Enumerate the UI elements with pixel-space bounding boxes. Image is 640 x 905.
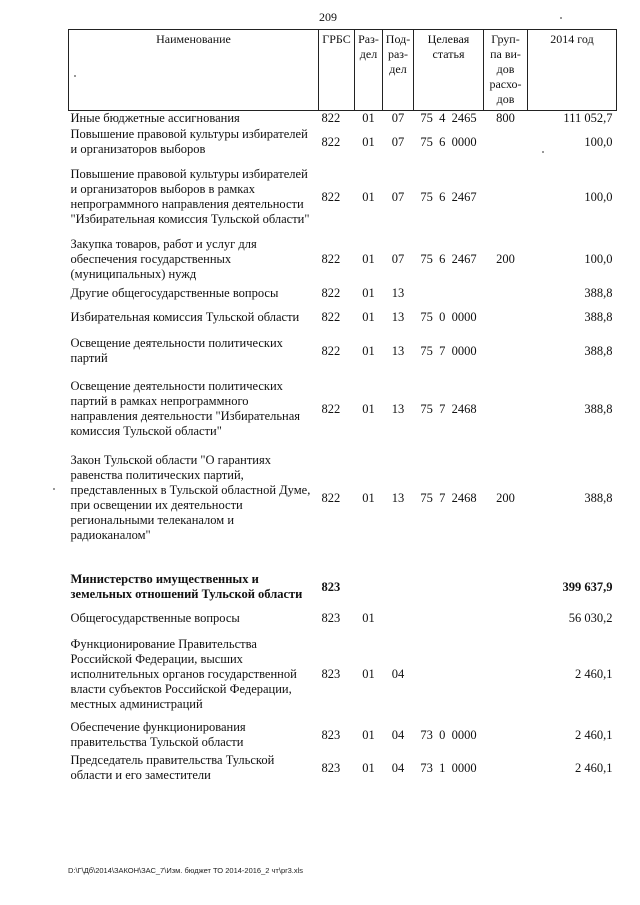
row-razdel-cell: 01 — [362, 760, 375, 775]
row-grbs-cell: 822 — [321, 401, 341, 416]
header-year: 2014 год — [528, 30, 617, 111]
table-row — [69, 282, 617, 304]
row-podrazdel-cell: 13 — [391, 401, 405, 416]
row-razdel-cell: 01 — [362, 343, 375, 358]
row-group-cell — [484, 630, 528, 718]
row-grbs-cell: 823 — [321, 760, 341, 775]
row-podrazdel-cell: 07 — [391, 134, 405, 149]
row-group-cell: 800 — [496, 111, 515, 125]
table-row — [69, 718, 617, 752]
row-group-cell — [484, 606, 528, 630]
header-razdel: Раз- дел — [355, 30, 383, 111]
row-podrazdel-cell — [383, 606, 414, 630]
row-grbs-cell: 822 — [321, 251, 341, 266]
row-podrazdel-cell: 13 — [391, 285, 405, 300]
spacer-cell — [69, 550, 617, 568]
row-target-cell — [414, 568, 484, 606]
budget-table — [68, 29, 617, 784]
row-name-cell: Председатель правительства Тульской области и его заместители — [70, 753, 275, 782]
row-sum-cell: 111 052,7 — [563, 111, 613, 125]
row-podrazdel-cell — [383, 568, 414, 606]
row-target-cell — [414, 606, 484, 630]
table-header — [69, 30, 617, 111]
row-sum-cell: 388,8 — [584, 343, 613, 358]
row-grbs-cell: 822 — [321, 111, 341, 125]
row-razdel-cell — [355, 568, 383, 606]
row-name-cell: Закон Тульской области "О гарантиях равенства политических партий, представленных в Тульской областной Думе, при освещении их деятельности региональными телеканалом и радиоканалом" — [70, 453, 311, 542]
row-target-cell: 75 6 2467 — [420, 251, 477, 266]
file-path-footer: D:\Г\Дб\2014\ЗАКОН\ЗАС_7\Изм. бюджет ТО 2014-2016_2 чт\pr3.xls — [68, 866, 304, 875]
row-group-cell — [484, 304, 528, 330]
row-sum-cell: 100,0 — [584, 251, 613, 266]
row-target-cell: 75 4 2465 — [420, 111, 477, 125]
row-name-cell: Иные бюджетные ассигнования — [70, 111, 240, 125]
row-target-cell: 75 6 2467 — [420, 189, 477, 204]
row-sum-cell: 399 637,9 — [562, 579, 613, 594]
table-row — [69, 126, 617, 158]
row-name-cell: Повышение правовой культуры избирателей и организаторов выборов — [70, 127, 308, 156]
row-name-cell: Повышение правовой культуры избирателей и организаторов выборов в рамках непрограммного направления деятельности "Избирательная комиссия Тульской области" — [70, 167, 310, 226]
row-group-cell — [484, 158, 528, 236]
row-grbs-cell: 823 — [321, 727, 341, 742]
row-target-cell: 73 1 0000 — [420, 760, 477, 775]
row-target-cell: 75 7 2468 — [420, 490, 477, 505]
table-row — [69, 372, 617, 446]
table-row — [69, 304, 617, 330]
row-grbs-cell: 822 — [321, 309, 341, 324]
table-body — [69, 111, 617, 785]
scan-speck — [560, 17, 562, 19]
row-podrazdel-cell: 07 — [391, 189, 405, 204]
row-sum-cell: 388,8 — [584, 401, 613, 416]
row-razdel-cell: 01 — [362, 134, 375, 149]
row-razdel-cell: 01 — [362, 610, 375, 625]
row-podrazdel-cell: 04 — [391, 760, 405, 775]
row-sum-cell: 100,0 — [584, 189, 613, 204]
scan-speck — [53, 488, 55, 490]
row-razdel-cell: 01 — [362, 189, 375, 204]
row-podrazdel-cell: 13 — [391, 343, 405, 358]
row-group-cell: 200 — [496, 251, 515, 266]
table-row — [69, 752, 617, 784]
row-name-cell: Освещение деятельности политических партий в рамках непрограммного направления деятельности "Избирательная комиссия Тульской области" — [70, 379, 301, 438]
row-podrazdel-cell: 04 — [391, 666, 405, 681]
row-razdel-cell: 01 — [362, 309, 375, 324]
row-name-cell: Министерство имущественных и земельных отношений Тульской области — [70, 572, 303, 601]
row-group-cell — [484, 568, 528, 606]
row-target-cell: 75 6 0000 — [420, 134, 477, 149]
table-row — [69, 236, 617, 282]
scan-speck — [74, 75, 76, 77]
row-razdel-cell: 01 — [362, 285, 375, 300]
row-sum-cell: 388,8 — [584, 490, 613, 505]
row-target-cell: 73 0 0000 — [420, 727, 477, 742]
row-sum-cell: 2 460,1 — [575, 727, 613, 742]
row-sum-cell: 2 460,1 — [575, 666, 613, 681]
row-name-cell: Освещение деятельности политических партий — [70, 336, 283, 365]
header-podrazdel: Под- раз- дел — [383, 30, 414, 111]
row-name-cell: Обеспечение функционирования правительства Тульской области — [70, 720, 246, 749]
row-name-cell: Закупка товаров, работ и услуг для обеспечения государственных (муниципальных) нужд — [70, 236, 257, 281]
table-row — [69, 111, 617, 127]
row-group-cell — [484, 126, 528, 158]
table-row — [69, 330, 617, 372]
row-target-cell — [414, 630, 484, 718]
row-podrazdel-cell: 07 — [391, 111, 405, 125]
table-row — [69, 630, 617, 718]
row-sum-cell: 388,8 — [584, 285, 613, 300]
row-name-cell: Другие общегосударственные вопросы — [70, 285, 279, 300]
row-razdel-cell: 01 — [362, 251, 375, 266]
row-target-cell: 75 7 0000 — [420, 343, 477, 358]
row-target-cell: 75 7 2468 — [420, 401, 477, 416]
row-grbs-cell: 822 — [321, 343, 341, 358]
row-podrazdel-cell: 13 — [391, 490, 405, 505]
table-row — [69, 568, 617, 606]
row-name-cell: Общегосударственные вопросы — [70, 610, 240, 625]
row-razdel-cell: 01 — [362, 401, 375, 416]
row-grbs-cell: 822 — [321, 134, 341, 149]
row-sum-cell: 100,0 — [584, 134, 613, 149]
row-group-cell: 200 — [496, 490, 515, 505]
row-razdel-cell: 01 — [362, 490, 375, 505]
row-grbs-cell: 823 — [321, 666, 341, 681]
row-target-cell: 75 0 0000 — [420, 309, 477, 324]
row-razdel-cell: 01 — [362, 727, 375, 742]
row-podrazdel-cell: 04 — [391, 727, 405, 742]
row-sum-cell: 56 030,2 — [568, 610, 613, 625]
table-row — [69, 158, 617, 236]
page-number: 209 — [319, 10, 337, 24]
spacer-row — [69, 550, 617, 568]
row-group-cell — [484, 372, 528, 446]
row-podrazdel-cell: 07 — [391, 251, 405, 266]
row-group-cell — [484, 752, 528, 784]
row-razdel-cell: 01 — [362, 666, 375, 681]
row-group-cell — [484, 282, 528, 304]
row-razdel-cell: 01 — [362, 111, 375, 125]
row-target-cell — [414, 282, 484, 304]
row-grbs-cell: 823 — [321, 579, 341, 594]
table-row — [69, 606, 617, 630]
scan-speck — [542, 151, 544, 153]
header-target: Целевая статья — [414, 30, 484, 111]
table-row — [69, 446, 617, 550]
row-name-cell: Избирательная комиссия Тульской области — [70, 309, 300, 324]
row-group-cell — [484, 330, 528, 372]
row-name-cell: Функционирование Правительства Российской Федерации, высших исполнительных органов государственной власти субъектов Российской Федерации, местных администраций — [70, 636, 297, 711]
row-group-cell — [484, 718, 528, 752]
row-sum-cell: 388,8 — [584, 309, 613, 324]
row-grbs-cell: 823 — [321, 610, 341, 625]
row-grbs-cell: 822 — [321, 490, 341, 505]
header-name: Наименование — [69, 30, 319, 111]
row-grbs-cell: 822 — [321, 189, 341, 204]
header-group: Груп- па ви- дов расхо- дов — [484, 30, 528, 111]
header-grbs: ГРБС — [319, 30, 355, 111]
row-sum-cell: 2 460,1 — [575, 760, 613, 775]
row-podrazdel-cell: 13 — [391, 309, 405, 324]
row-grbs-cell: 822 — [321, 285, 341, 300]
